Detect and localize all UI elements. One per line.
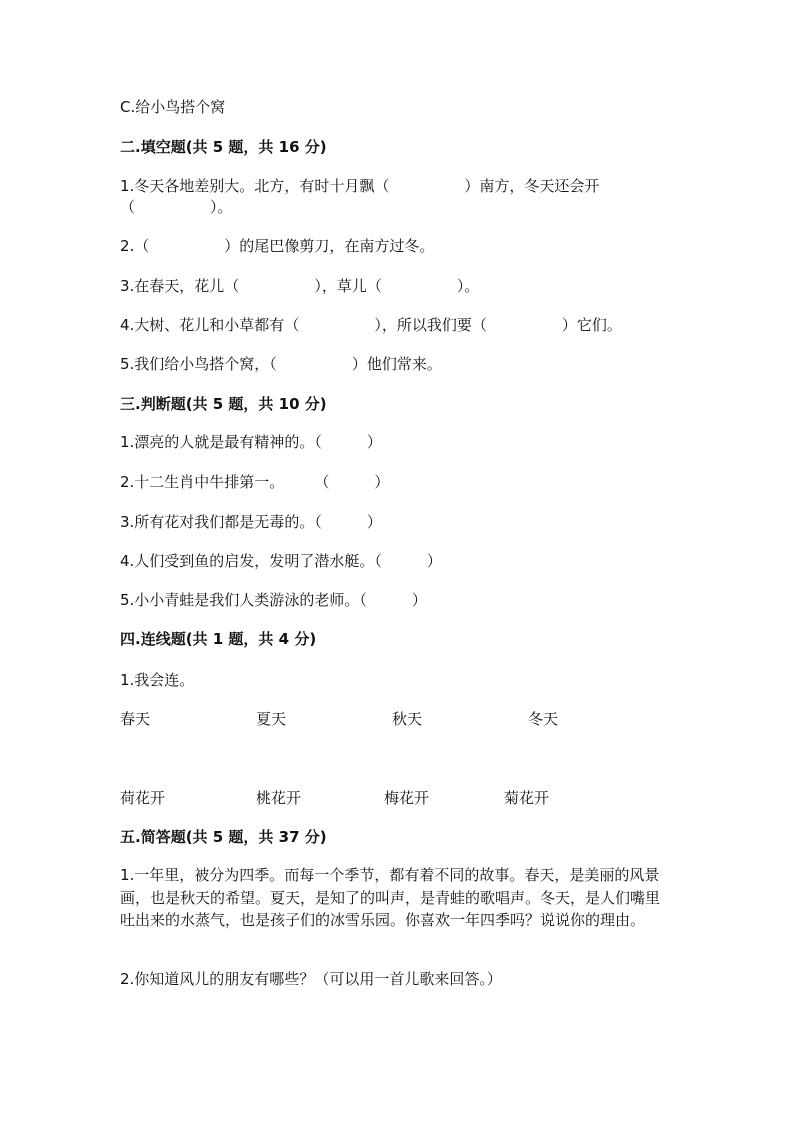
section-2-title: 二.填空题(共 5 题，共 16 分) [120, 138, 327, 156]
judge-question-2: 2.十二生肖中牛排第一。 （ ） [120, 473, 390, 491]
flower-chrysanthemum: 菊花开 [504, 789, 550, 807]
season-summer: 夏天 [256, 710, 287, 728]
match-question-1: 1.我会连。 [120, 671, 195, 689]
judge-question-4: 4.人们受到鱼的启发，发明了潜水艇。（ ） [120, 552, 442, 570]
flower-plum: 梅花开 [384, 789, 430, 807]
section-3-title: 三.判断题(共 5 题，共 10 分) [120, 395, 327, 413]
season-spring: 春天 [120, 710, 151, 728]
judge-question-5: 5.小小青蛙是我们人类游泳的老师。（ ） [120, 591, 427, 609]
flower-peach: 桃花开 [256, 789, 302, 807]
fill-question-3: 3.在春天，花儿（ ），草儿（ ）。 [120, 277, 480, 295]
section-5-title: 五.简答题(共 5 题，共 37 分) [120, 828, 327, 846]
section-4-title: 四.连线题(共 1 题，共 4 分) [120, 630, 317, 648]
fill-question-4: 4.大树、花儿和小草都有（ ），所以我们要（ ）它们。 [120, 316, 622, 334]
fill-question-1-cont: （ ）。 [120, 198, 233, 216]
fill-question-1: 1.冬天各地差别大。北方，有时十月飘（ ）南方，冬天还会开 [120, 177, 600, 195]
fill-question-2: 2.（ ）的尾巴像剪刀，在南方过冬。 [120, 237, 435, 255]
short-answer-question-1: 1.一年里，被分为四季。而每一个季节，都有着不同的故事。春天，是美丽的风景画，也是秋天的希望。夏天，是知了的叫声，是青蛙的歌唱声。冬天，是人们嘴里吐出来的水蒸气，也是孩子们的冰雪乐园。你喜欢一年四季吗？说说你的理由。 [120, 866, 661, 929]
flower-lotus: 荷花开 [120, 789, 166, 807]
season-autumn: 秋天 [392, 710, 423, 728]
fill-question-5: 5.我们给小鸟搭个窝，（ ）他们常来。 [120, 355, 442, 373]
judge-question-1: 1.漂亮的人就是最有精神的。（ ） [120, 433, 382, 451]
option-c: C.给小鸟搭个窝 [120, 98, 226, 116]
season-winter: 冬天 [528, 710, 559, 728]
judge-question-3: 3.所有花对我们都是无毒的。（ ） [120, 513, 382, 531]
short-answer-question-2: 2.你知道风儿的朋友有哪些？（可以用一首儿歌来回答。） [120, 970, 502, 988]
